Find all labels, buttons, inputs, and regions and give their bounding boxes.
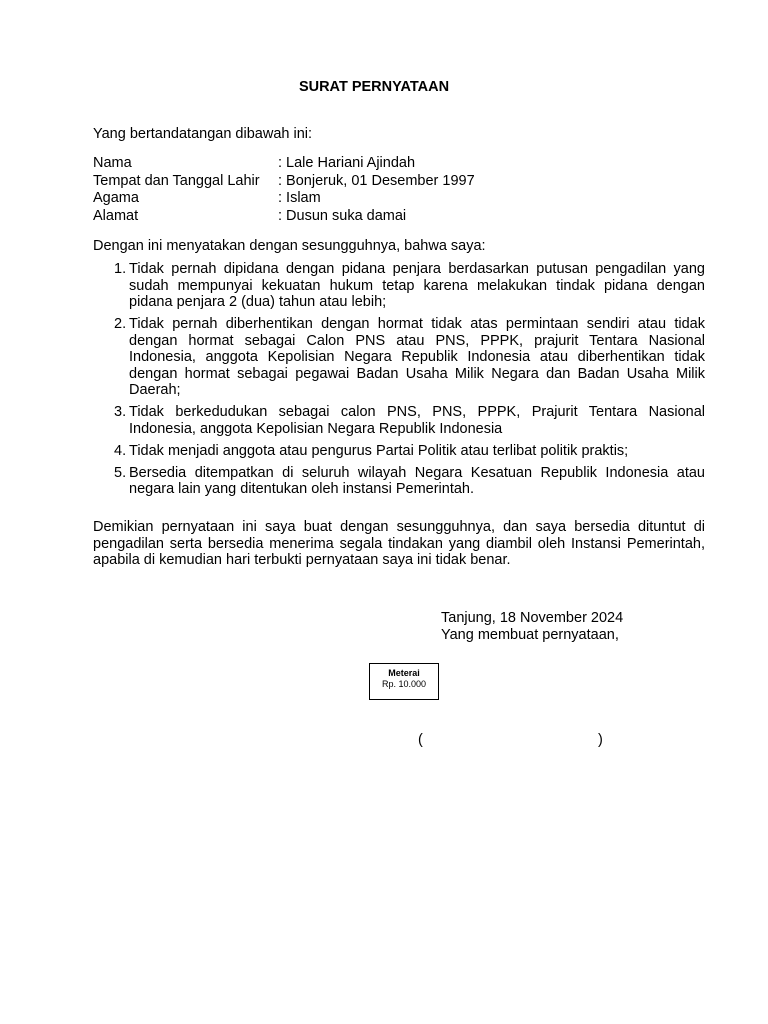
declaration-text: Dengan ini menyatakan dengan sesungguhnya, bahwa saya: xyxy=(93,238,486,254)
list-item-number: 1. xyxy=(114,261,127,277)
list-item-number: 2. xyxy=(114,316,127,332)
list-item xyxy=(93,261,705,311)
identity-fields xyxy=(93,155,653,225)
stamp-box xyxy=(369,663,439,700)
stamp-title: Meterai xyxy=(388,668,420,678)
stamp-amount: Rp. 10.000 xyxy=(381,679,427,689)
list-item-number: 5. xyxy=(114,464,127,481)
list-item-number: 3. xyxy=(114,404,127,420)
list-item-text: Tidak menjadi anggota atau pengurus Partai Politik atau terlibat politik praktis; xyxy=(129,442,629,459)
list-item-text: Tidak pernah diberhentikan dengan hormat tidak atas permintaan sendiri atau tidak dengan hormat sebagai Calon PNS atau PNS, PPPK, prajurit Tentara Nasional Indonesia, anggota Kepolisian Negara Republik Indonesia atau diberhentikan tidak dengan hormat sebagai pegawai Badan Usaha Milik Negara dan Badan Usaha Milik Daerah; xyxy=(129,316,705,398)
field-value: : Bonjeruk, 01 Desember 1997 xyxy=(278,172,475,189)
list-item-text: Tidak pernah dipidana dengan pidana penjara berdasarkan putusan pengadilan yang sudah mempunyai kekuatan hukum tetap karena melakukan tindak pidana dengan pidana penjara 2 (dua) tahun atau lebih; xyxy=(129,261,705,310)
statement-list xyxy=(93,261,705,503)
field-row-birth xyxy=(93,173,653,191)
signature-block xyxy=(441,610,623,643)
field-label: Nama xyxy=(93,155,132,171)
closing-paragraph: Demikian pernyataan ini saya buat dengan sesungguhnya, dan saya bersedia dituntut di pengadilan serta bersedia menerima segala tindakan yang diambil oleh Instansi Pemerintah, apabila di kemudian hari terbukti pernyataan saya ini tidak benar. xyxy=(93,519,705,568)
list-item-number: 4. xyxy=(114,442,127,459)
intro-text: Yang bertandatangan dibawah ini: xyxy=(93,126,313,142)
place-date: Tanjung, 18 November 2024 xyxy=(441,610,624,626)
field-row-name xyxy=(93,155,653,173)
field-row-address xyxy=(93,208,653,226)
list-item-text: Bersedia ditempatkan di seluruh wilayah Negara Kesatuan Republik Indonesia atau negara lain yang ditentukan oleh instansi Pemerintah. xyxy=(129,464,705,497)
field-label: Agama xyxy=(93,190,139,206)
list-item xyxy=(93,465,705,498)
field-value: : Lale Hariani Ajindah xyxy=(278,155,416,171)
field-label: Tempat dan Tanggal Lahir xyxy=(93,172,260,189)
list-item xyxy=(93,443,705,460)
signer-label: Yang membuat pernyataan, xyxy=(441,626,619,643)
field-value: : Islam xyxy=(278,190,321,206)
field-row-religion xyxy=(93,190,653,208)
field-label: Alamat xyxy=(93,207,139,224)
document-title: SURAT PERNYATAAN xyxy=(298,79,450,95)
list-item-text: Tidak berkedudukan sebagai calon PNS, PNS, PPPK, Prajurit Tentara Nasional Indonesia, anggota Kepolisian Negara Republik Indonesia xyxy=(129,404,705,437)
field-value: : Dusun suka damai xyxy=(278,207,407,224)
signature-name-open: ( xyxy=(418,732,423,748)
list-item xyxy=(93,316,705,399)
signature-name-close: ) xyxy=(598,732,603,748)
list-item xyxy=(93,404,705,437)
